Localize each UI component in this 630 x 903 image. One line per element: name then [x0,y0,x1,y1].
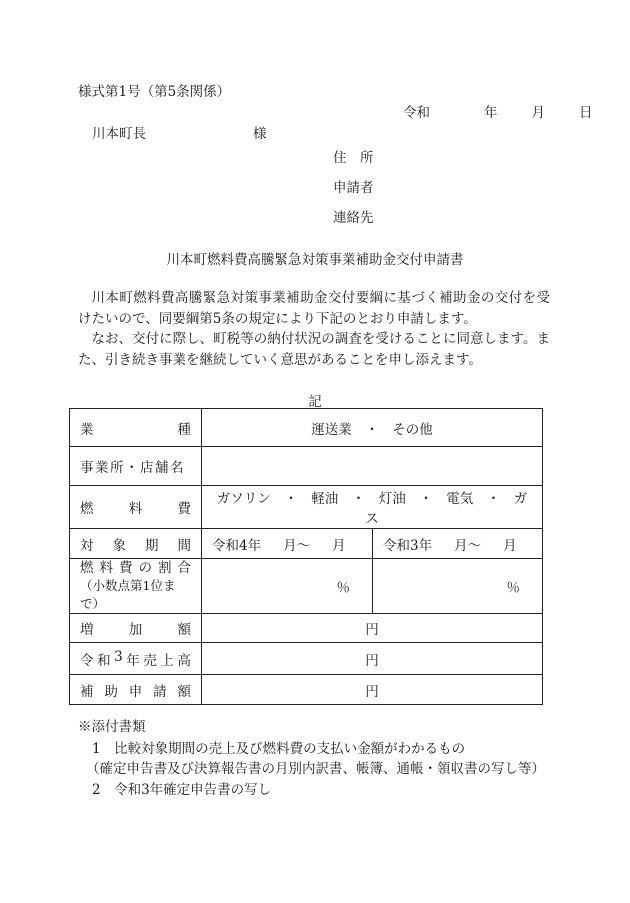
period-previous-from: 月～ [454,537,482,554]
ratio-sublabel: （小数点第1位まで） [80,578,176,611]
increase-unit: 円 [365,622,379,638]
table-row-office [70,447,543,486]
period-current-era: 令和4年 [212,537,262,554]
ratio-label: 燃 料 費 の 割 合 （小数点第1位まで） [70,559,202,614]
industry-label: 業 種 [70,409,202,447]
date-month: 月 [531,105,545,121]
sales-unit: 円 [365,652,379,669]
ratio-previous[interactable] [373,559,543,614]
table-row-subsidy [70,675,543,705]
office-label: 事業所・店舗名 [70,447,202,486]
date-era: 令和 [403,105,430,121]
attachment-item-1-note: （確定申告書及び決算報告書の月別内訳書、帳簿、通帳・領収書の写し等） [86,761,545,777]
subsidy-unit: 円 [365,683,379,700]
table-row-sales [70,643,543,675]
fuel-value: ガソリン ・ 軽油 ・ 灯油 ・ 電気 ・ ガス [202,486,543,529]
office-value[interactable] [202,447,543,486]
attachments-heading: ※添付書類 [78,719,146,735]
detail-table [69,408,543,705]
period-label: 対 象 期 間 [70,529,202,559]
sales-value[interactable] [202,643,543,675]
period-current-to: 月 [332,537,346,554]
ratio-current[interactable] [202,559,373,614]
period-current-from: 月～ [283,537,311,554]
attachment-item-2: 2 令和3年確定申告書の写し [92,782,272,798]
applicant-contact-label: 連絡先 [333,210,374,226]
industry-value: 運送業 ・ その他 [202,409,543,447]
period-current[interactable] [202,529,373,559]
table-row-industry [70,409,543,447]
addressee-honorific: 様 [253,126,267,142]
increase-label: 増 加 額 [70,614,202,643]
table-row-increase [70,614,543,643]
date-day: 日 [579,105,593,121]
form-number: 様式第1号（第5条関係） [78,84,231,100]
sales-label: 令 和 3 年 売 上 高 [70,643,202,675]
body-paragraph-1: 川本町燃料費高騰緊急対策事業補助金交付要綱に基づく補助金の交付を受けたいので、同要綱第5条の規定により下記のとおり申請します。 [78,290,550,327]
document-title: 川本町燃料費高騰緊急対策事業補助金交付申請書 [166,252,464,268]
period-previous-era: 令和3年 [383,537,433,554]
subsidy-label: 補 助 申 請 額 [70,675,202,705]
attachment-item-1: 1 比較対象期間の売上及び燃料費の支払い金額がわかるもの [92,741,466,757]
fuel-label: 燃 料 費 [70,486,202,529]
increase-value[interactable] [202,614,543,643]
date-line [403,101,593,121]
period-previous-to: 月 [503,537,517,554]
table-row-period [70,529,543,559]
ratio-current-unit: ％ [336,580,350,596]
subsidy-value[interactable] [202,675,543,705]
body-paragraph-2: なお、交付に際し、町税等の納付状況の調査を受けることに同意します。また、引き続き事業を継続していく意思があることを申し添えます。 [78,331,550,368]
table-row-fuel [70,486,543,529]
date-year: 年 [484,105,498,121]
table-row-ratio [70,559,543,614]
ratio-previous-unit: ％ [506,580,520,596]
applicant-name-label: 申請者 [333,180,374,196]
period-previous[interactable] [373,529,543,559]
addressee: 川本町長 [92,126,146,142]
body-text [78,288,550,370]
ki-heading: 記 [308,394,322,410]
applicant-address-label: 住 所 [333,150,374,166]
